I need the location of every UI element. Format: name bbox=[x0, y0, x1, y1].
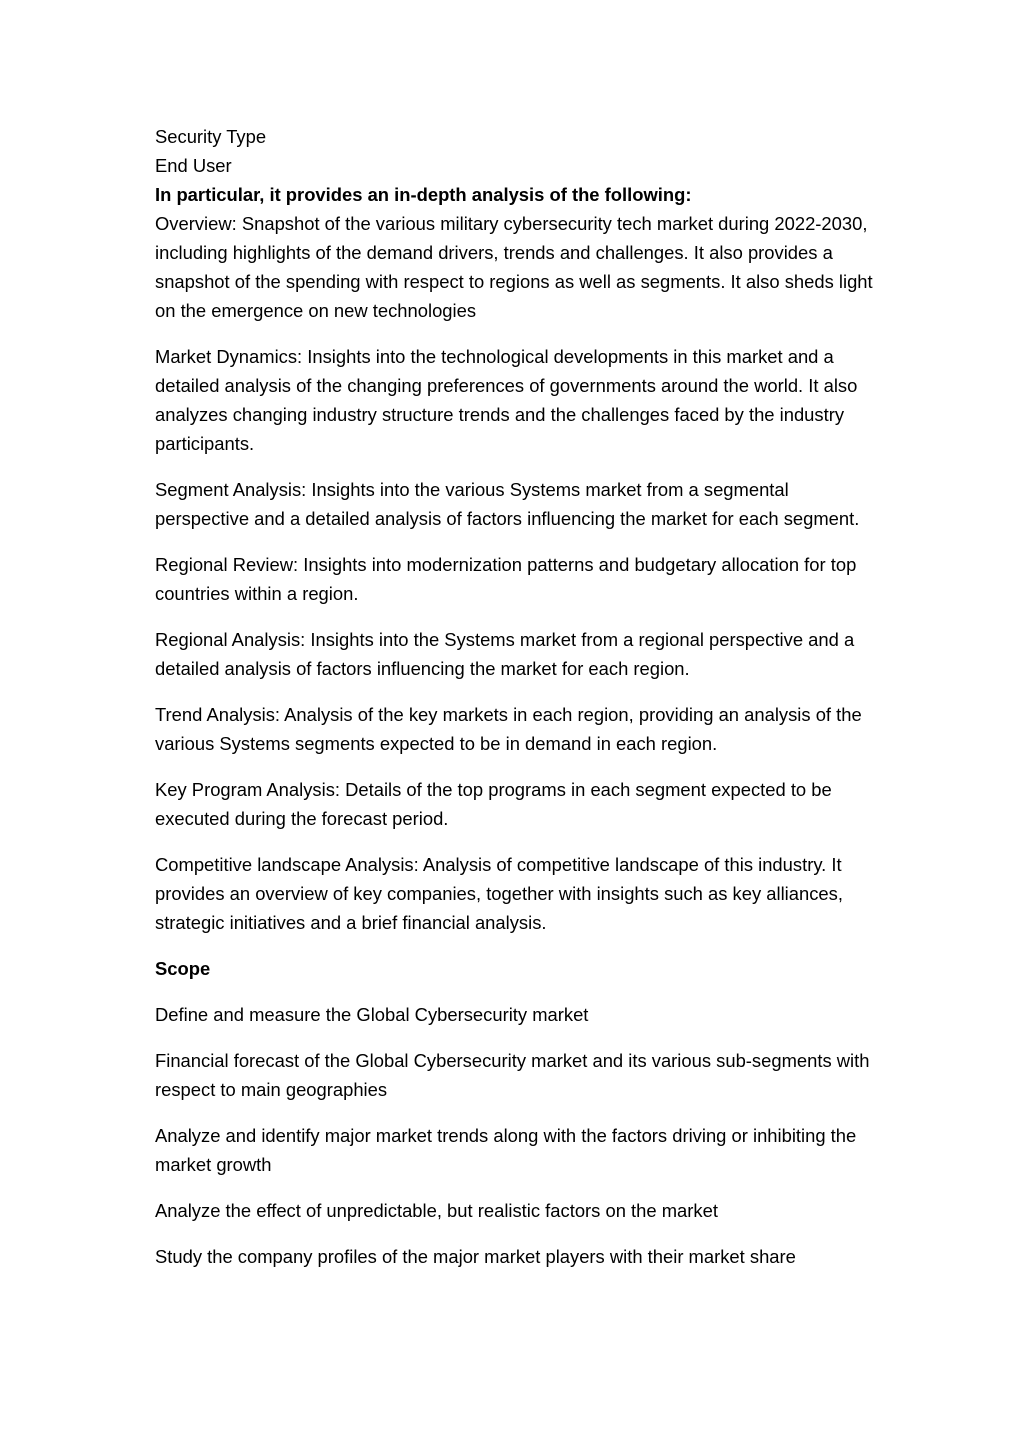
intro-line-end-user: End User bbox=[155, 155, 232, 176]
paragraph-overview: Overview: Snapshot of the various military cybersecurity tech market during 2022-2030, including highlights of the demand drivers, trends and challenges. It also provides a snapshot of the spending with respect to regions as well as segments. It also sheds light on the emergence on new technologies bbox=[155, 213, 873, 321]
document-page bbox=[155, 122, 875, 1288]
scope-item: Define and measure the Global Cybersecurity market bbox=[155, 1004, 589, 1025]
paragraph-segment-analysis: Segment Analysis: Insights into the various Systems market from a segmental perspective and a detailed analysis of factors influencing the market for each segment. bbox=[155, 479, 860, 529]
intro-line-security-type: Security Type bbox=[155, 126, 267, 147]
paragraph-trend-analysis: Trend Analysis: Analysis of the key markets in each region, providing an analysis of the various Systems segments expected to be in demand in each region. bbox=[155, 704, 862, 754]
analysis-heading: In particular, it provides an in-depth analysis of the following: bbox=[155, 184, 692, 205]
scope-item: Study the company profiles of the major market players with their market share bbox=[155, 1246, 796, 1267]
scope-item: Analyze and identify major market trends along with the factors driving or inhibiting the market growth bbox=[155, 1125, 857, 1175]
scope-item: Financial forecast of the Global Cybersecurity market and its various sub-segments with respect to main geographies bbox=[155, 1050, 870, 1100]
scope-item: Analyze the effect of unpredictable, but realistic factors on the market bbox=[155, 1200, 718, 1221]
paragraph-market-dynamics: Market Dynamics: Insights into the technological developments in this market and a detailed analysis of the changing preferences of governments around the world. It also analyzes changing industry structure trends and the challenges faced by the industry participants. bbox=[155, 346, 858, 454]
paragraph-regional-review: Regional Review: Insights into modernization patterns and budgetary allocation for top countries within a region. bbox=[155, 554, 857, 604]
paragraph-regional-analysis: Regional Analysis: Insights into the Systems market from a regional perspective and a detailed analysis of factors influencing the market for each region. bbox=[155, 629, 855, 679]
scope-heading: Scope bbox=[155, 958, 211, 979]
paragraph-competitive-landscape: Competitive landscape Analysis: Analysis of competitive landscape of this industry. It provides an overview of key companies, together with insights such as key alliances, strategic initiatives and a brief financial analysis. bbox=[155, 854, 843, 933]
paragraph-key-program-analysis: Key Program Analysis: Details of the top programs in each segment expected to be executed during the forecast period. bbox=[155, 779, 832, 829]
